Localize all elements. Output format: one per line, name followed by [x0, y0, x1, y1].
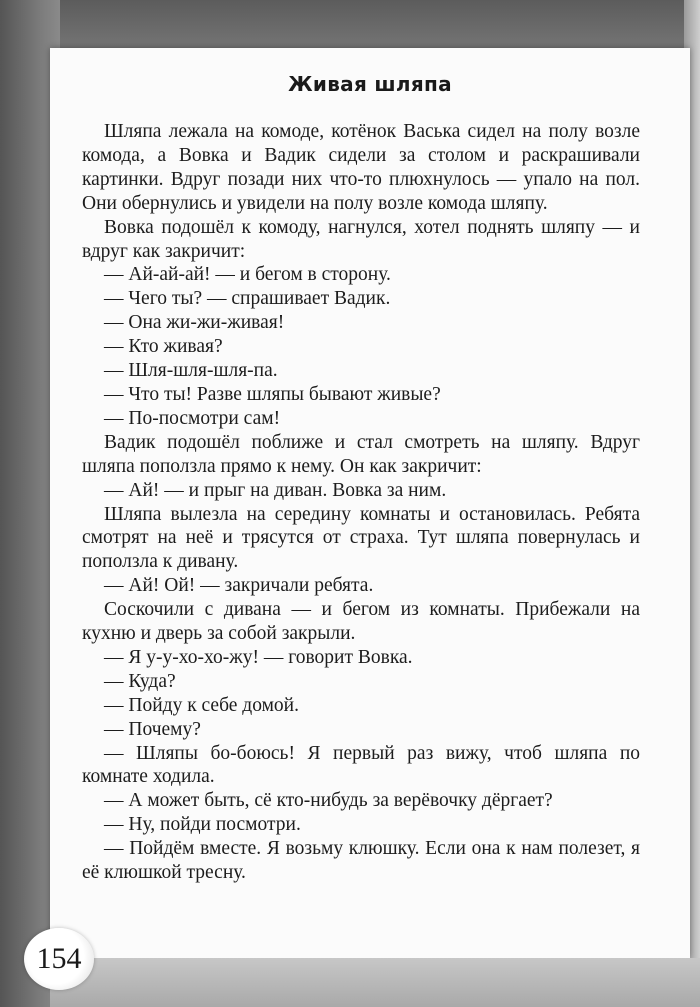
dialogue-line: — Ай-ай-ай! — и бегом в сторону.: [104, 264, 391, 286]
paragraph: Соскочили с дивана — и бегом из комнаты. Прибежали на кухню и дверь за собой закрыли.: [82, 599, 640, 645]
dialogue-line: — Шляпы бо-боюсь! Я первый раз вижу, чтоб шляпа по комнате ходила.: [82, 742, 640, 788]
dialogue-line: — Шля-шля-шля-па.: [104, 360, 278, 382]
paragraph: Вовка подошёл к комоду, нагнулся, хотел поднять шляпу — и вдруг как закричит:: [82, 216, 640, 262]
dialogue-line: — Куда?: [104, 670, 176, 692]
dialogue-line: — Я у-у-хо-хо-жу! — говорит Вовка.: [104, 646, 413, 668]
dialogue-line: — Пойдём вместе. Я возьму клюшку. Если она к нам полезет, я её клюшкой тресну.: [82, 838, 640, 884]
scan-background-bottom: [50, 958, 700, 1007]
dialogue-line: — Что ты! Разве шляпы бывают живые?: [104, 383, 441, 405]
page-number: 154: [24, 928, 94, 990]
dialogue-line: — Ай! — и прыг на диван. Вовка за ним.: [104, 479, 447, 501]
dialogue-line: — А может быть, сё кто-нибудь за верёвочку дёргает?: [104, 790, 553, 812]
story-title: Живая шляпа: [288, 72, 452, 96]
paragraph: Шляпа вылезла на середину комнаты и остановилась. Ребята смотрят на неё и трясутся от страха. Тут шляпа повернулась и поползла к дивану.: [82, 503, 640, 573]
dialogue-line: — Пойду к себе домой.: [104, 694, 299, 716]
dialogue-line: — Почему?: [104, 718, 201, 740]
dialogue-line: — По-посмотри сам!: [104, 407, 281, 429]
dialogue-line: — Ну, пойди посмотри.: [104, 814, 301, 836]
paragraph: Вадик подошёл поближе и стал смотреть на шляпу. Вдруг шляпа поползла прямо к нему. Он как закричит:: [82, 431, 640, 477]
dialogue-line: — Она жи-жи-живая!: [104, 312, 285, 334]
dialogue-line: — Чего ты? — спрашивает Вадик.: [104, 288, 391, 310]
dialogue-line: — Ай! Ой! — закричали ребята.: [104, 575, 374, 597]
paragraph: Шляпа лежала на комоде, котёнок Васька сидел на полу возле комода, а Вовка и Вадик сидели за столом и раскрашивали картинки. Вдруг позади них что-то плюхнулось — упало на пол. Они обернулись и увидели на полу возле комода шляпу.: [82, 121, 640, 214]
story-text: [82, 120, 640, 885]
dialogue-line: — Кто живая?: [104, 336, 223, 358]
